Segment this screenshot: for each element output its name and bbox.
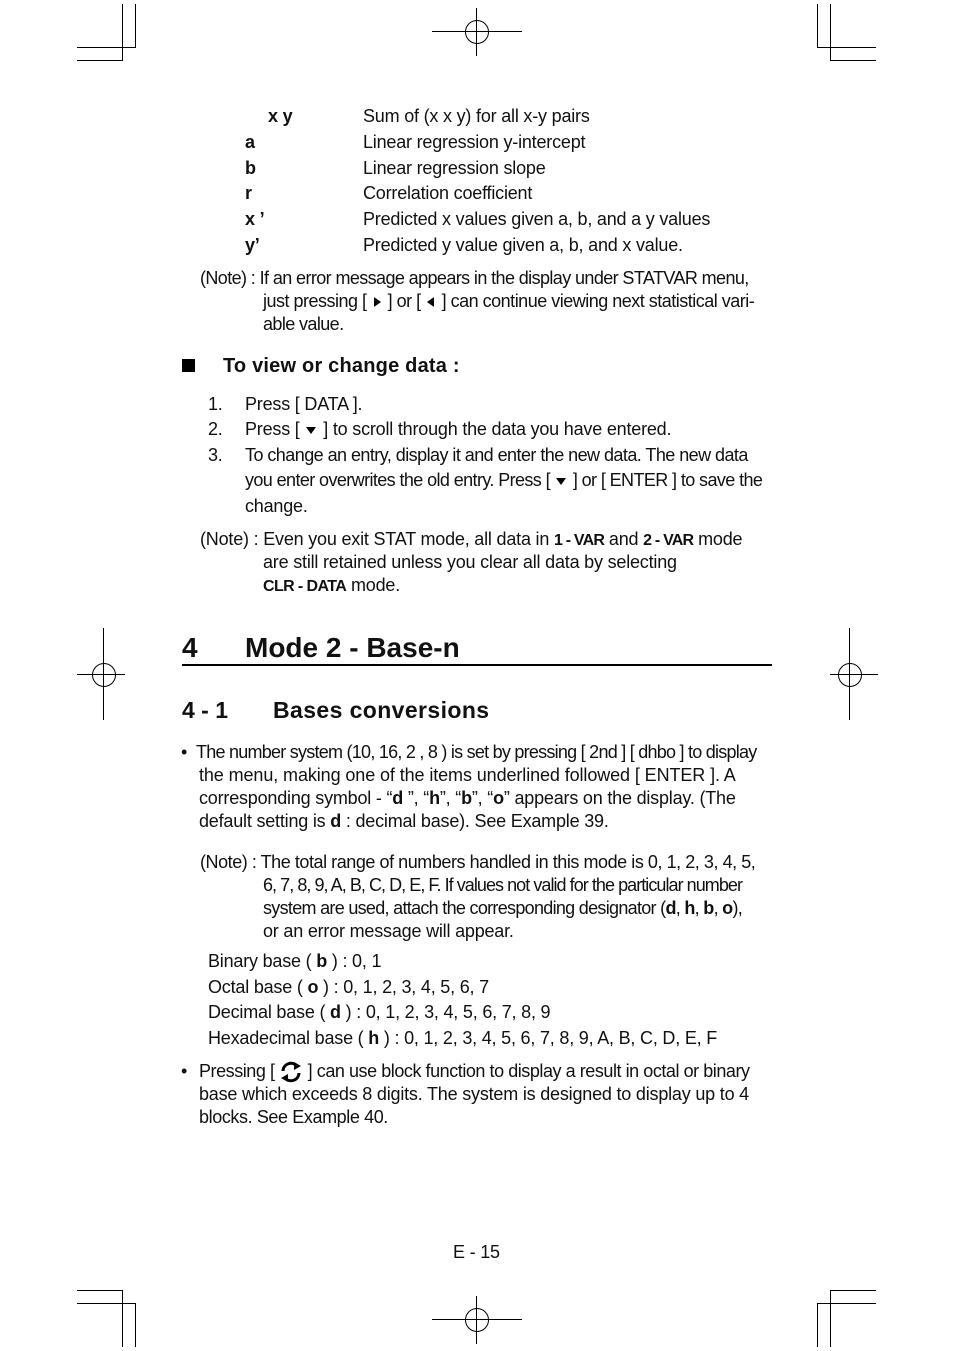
note-line: (Note) : If an error message appears in the display under STATVAR menu, <box>200 268 749 288</box>
paragraph-text: ] can use block function to display a result in octal or binary <box>307 1061 750 1081</box>
note-line: are still retained unless you clear all data by selecting <box>263 552 677 572</box>
paragraph-text: corresponding symbol - “ <box>199 788 393 808</box>
note-text: just pressing [ <box>263 291 367 311</box>
down-arrow-key-icon <box>304 424 318 436</box>
base-row <box>208 1001 550 1024</box>
paragraph-text: ”, “ <box>439 788 462 808</box>
step-text: Press [ DATA ]. <box>245 394 363 414</box>
step-text: change. <box>245 496 308 516</box>
paragraph-line: the menu, making one of the items underlined followed [ ENTER ]. A <box>199 765 736 785</box>
base-text: Binary base ( <box>208 951 317 971</box>
base-text: Octal base ( <box>208 977 308 997</box>
paragraph-line: blocks. See Example 40. <box>199 1107 388 1127</box>
note-text: ), <box>732 898 743 918</box>
base-symbol: d <box>665 898 676 918</box>
base-text: Hexadecimal base ( <box>208 1028 369 1048</box>
paragraph-line <box>199 787 736 810</box>
chapter-title: Mode 2 - Base-n <box>245 632 460 663</box>
paragraph-text: ” appears on the display. (The <box>503 788 736 808</box>
paragraph-line <box>199 1060 750 1083</box>
base-text: Decimal base ( <box>208 1002 331 1022</box>
base-symbol: b <box>316 951 328 971</box>
base-text: ) : 0, 1, 2, 3, 4, 5, 6, 7 <box>318 977 489 997</box>
statvar-symbol: x ’ <box>245 209 265 229</box>
paragraph-line: The number system (10, 16, 2 , 8 ) is set by pressing [ 2nd ] [ dhbo ] to display <box>196 742 757 762</box>
section-heading: To view or change data : <box>223 355 460 377</box>
base-symbol: h <box>684 898 695 918</box>
statvar-symbol: y’ <box>245 235 260 255</box>
statvar-symbol: b <box>245 158 256 178</box>
paragraph-text: ”, “ <box>471 788 494 808</box>
paragraph-text: default setting is <box>199 811 331 831</box>
paragraph-text: ”, “ <box>403 788 430 808</box>
note-line: (Note) : The total range of numbers handled in this mode is 0, 1, 2, 3, 4, 5, <box>200 852 756 872</box>
step-text-part: ] or [ ENTER ] to save the <box>572 470 763 490</box>
left-arrow-key-icon <box>425 295 437 309</box>
bullet-icon: • <box>181 742 188 762</box>
statvar-symbol: a <box>245 132 255 152</box>
mode-label: 1 - VAR <box>553 532 605 549</box>
block-rotate-key-icon <box>279 1061 303 1083</box>
paragraph-text: : decimal base). See Example 39. <box>341 811 609 831</box>
statvar-symbol: r <box>245 183 252 203</box>
chapter-rule <box>182 664 772 666</box>
step-number: 1. <box>208 394 223 414</box>
paragraph-text: Pressing [ <box>199 1061 275 1081</box>
base-text: ) : 0, 1, 2, 3, 4, 5, 6, 7, 8, 9 <box>340 1002 551 1022</box>
page-number: E - 15 <box>453 1242 500 1262</box>
note-text: mode <box>698 529 743 549</box>
note-text: , <box>694 898 704 918</box>
paragraph-line: base which exceeds 8 digits. The system is designed to display up to 4 <box>199 1084 749 1104</box>
base-symbol: o <box>722 898 733 918</box>
base-symbol: d <box>330 1002 341 1022</box>
square-bullet-icon <box>182 359 195 377</box>
note-text: mode. <box>350 575 401 595</box>
base-symbol: d <box>330 811 342 831</box>
statvar-description: Sum of (x x y) for all x-y pairs <box>363 106 590 126</box>
note-text: ] can continue viewing next statistical vari- <box>441 291 755 311</box>
step-text-part: Press [ <box>245 419 300 439</box>
note-line: able value. <box>263 314 344 334</box>
mode-label: 2 - VAR <box>643 532 694 549</box>
step-text: To change an entry, display it and enter the new data. The new data <box>245 445 748 465</box>
note-text: , <box>675 898 685 918</box>
base-symbol: o <box>493 788 504 808</box>
chapter-number: 4 <box>182 632 198 663</box>
section-title: Bases conversions <box>273 697 490 723</box>
note-line <box>263 574 400 598</box>
statvar-symbol: x y <box>268 106 293 126</box>
note-text: and <box>608 529 639 549</box>
bullet-icon: • <box>181 1061 188 1081</box>
base-symbol: d <box>392 788 404 808</box>
note-text: ] or [ <box>387 291 421 311</box>
step-text-part: ] to scroll through the data you have entered. <box>323 419 672 439</box>
paragraph-line <box>199 810 609 833</box>
note-line: or an error message will appear. <box>263 921 514 941</box>
step-text <box>245 418 671 441</box>
statvar-description: Correlation coefficient <box>363 183 533 203</box>
note-text: , <box>713 898 723 918</box>
step-number: 3. <box>208 445 223 465</box>
section-number: 4 - 1 <box>182 697 229 723</box>
mode-label: CLR - DATA <box>263 578 347 595</box>
statvar-description: Predicted x values given a, b, and a y values <box>363 209 711 229</box>
base-symbol: h <box>429 788 440 808</box>
base-row <box>208 976 489 999</box>
note-text: (Note) : Even you exit STAT mode, all data in <box>200 529 550 549</box>
base-row <box>208 950 381 973</box>
base-symbol: b <box>703 898 714 918</box>
base-symbol: b <box>461 788 472 808</box>
note-line <box>200 528 742 552</box>
step-text-part: you enter overwrites the old entry. Press [ <box>245 470 551 490</box>
base-row <box>208 1027 717 1050</box>
base-text: ) : 0, 1 <box>327 951 382 971</box>
note-line <box>263 290 754 313</box>
note-line <box>263 897 742 920</box>
step-text <box>245 469 762 492</box>
statvar-description: Linear regression slope <box>363 158 546 178</box>
base-symbol: h <box>368 1028 380 1048</box>
base-symbol: o <box>307 977 319 997</box>
step-number: 2. <box>208 419 223 439</box>
down-arrow-key-icon <box>554 475 568 487</box>
base-text: ) : 0, 1, 2, 3, 4, 5, 6, 7, 8, 9, A, B, C, D, E, F <box>379 1028 718 1048</box>
right-arrow-key-icon <box>371 295 383 309</box>
statvar-description: Linear regression y-intercept <box>363 132 586 152</box>
note-line: 6, 7, 8, 9, A, B, C, D, E, F. If values not valid for the particular number <box>263 875 743 895</box>
note-text: system are used, attach the corresponding designator ( <box>263 898 666 918</box>
statvar-description: Predicted y value given a, b, and x value. <box>363 235 683 255</box>
